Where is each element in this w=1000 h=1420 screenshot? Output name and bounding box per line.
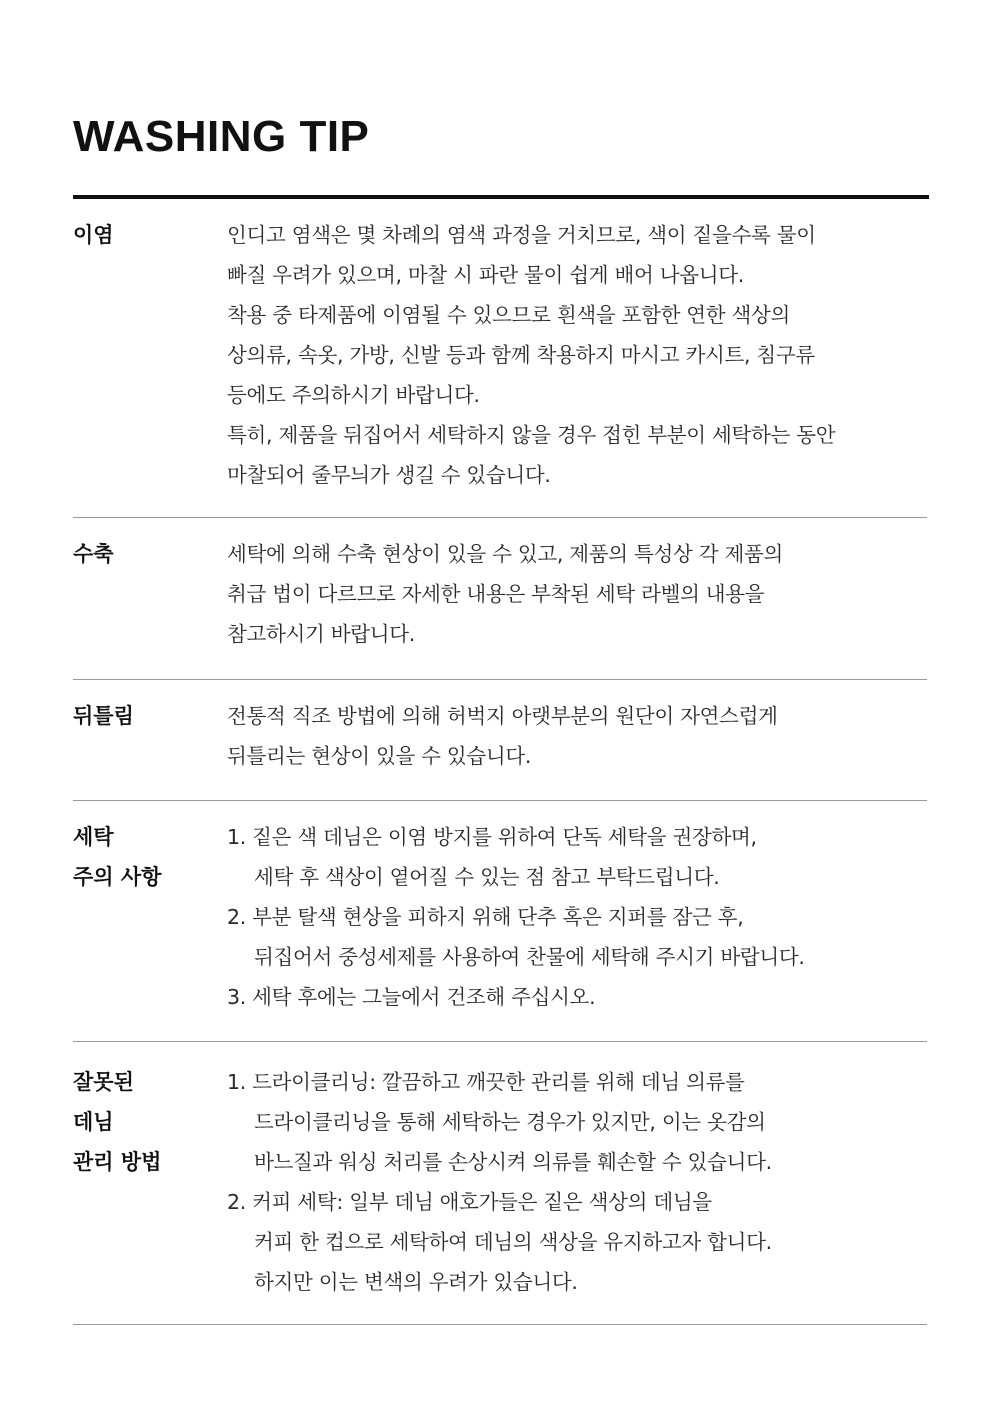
- list-item: 3. 세탁 후에는 그늘에서 건조해 주십시오.: [227, 985, 596, 1009]
- section-label: [73, 215, 227, 517]
- section-label-line: 세탁: [73, 825, 114, 849]
- section-label-line: 주의 사항: [73, 865, 162, 889]
- section-label-line: 관리 방법: [73, 1150, 162, 1174]
- section-twisting: [73, 680, 927, 801]
- section-label-line: 데님: [73, 1110, 114, 1134]
- section-label-line: 잘못된: [73, 1070, 134, 1094]
- list-item-continuation: 바느질과 워싱 처리를 손상시켜 의류를 훼손할 수 있습니다.: [254, 1150, 772, 1174]
- body-line: 전통적 직조 방법에 의해 허벅지 아랫부분의 원단이 자연스럽게: [227, 704, 778, 728]
- section-body: [227, 817, 927, 1041]
- body-line: 취급 법이 다르므로 자세한 내용은 부착된 세탁 라벨의 내용을: [227, 582, 765, 606]
- list-item-continuation: 하지만 이는 변색의 우려가 있습니다.: [254, 1270, 578, 1294]
- body-line: 참고하시기 바랍니다.: [227, 622, 415, 646]
- body-line: 세탁에 의해 수축 현상이 있을 수 있고, 제품의 특성상 각 제품의: [227, 542, 783, 566]
- section-label: [73, 534, 227, 679]
- body-line: 등에도 주의하시기 바랍니다.: [227, 383, 480, 407]
- section-wrong-denim-care: [73, 1042, 927, 1325]
- list-item-continuation: 커피 한 컵으로 세탁하여 데님의 색상을 유지하고자 합니다.: [254, 1230, 772, 1254]
- list-item-continuation: 뒤집어서 중성세제를 사용하여 찬물에 세탁해 주시기 바랍니다.: [254, 945, 805, 969]
- page-title: WASHING TIP: [73, 112, 370, 161]
- body-line: 특히, 제품을 뒤집어서 세탁하지 않을 경우 접힌 부분이 세탁하는 동안: [227, 423, 836, 447]
- body-line: 상의류, 속옷, 가방, 신발 등과 함께 착용하지 마시고 카시트, 침구류: [227, 343, 815, 367]
- body-line: 빠질 우려가 있으며, 마찰 시 파란 물이 쉽게 배어 나옵니다.: [227, 263, 744, 287]
- body-line: 마찰되어 줄무늬가 생길 수 있습니다.: [227, 463, 551, 487]
- section-label-line: 뒤틀림: [73, 704, 134, 728]
- body-line: 착용 중 타제품에 이염될 수 있으므로 흰색을 포함한 연한 색상의: [227, 303, 791, 327]
- section-label-line: 이염: [73, 223, 114, 247]
- section-label: [73, 817, 227, 1041]
- body-line: 뒤틀리는 현상이 있을 수 있습니다.: [227, 744, 532, 768]
- list-item-continuation: 세탁 후 색상이 옅어질 수 있는 점 참고 부탁드립니다.: [254, 865, 720, 889]
- list-item: 1. 짙은 색 데님은 이염 방지를 위하여 단독 세탁을 권장하며,: [227, 825, 757, 849]
- list-item-continuation: 드라이클리닝을 통해 세탁하는 경우가 있지만, 이는 옷감의: [254, 1110, 766, 1134]
- section-body: [227, 534, 927, 679]
- section-body: [227, 696, 927, 800]
- section-body: [227, 215, 927, 517]
- section-body: [227, 1062, 927, 1324]
- section-shrinkage: [73, 518, 927, 680]
- section-label: [73, 1062, 227, 1324]
- body-line: 인디고 염색은 몇 차례의 염색 과정을 거치므로, 색이 짙을수록 물이: [227, 223, 816, 247]
- washing-tip-sections: [73, 199, 927, 1325]
- list-item: 2. 커피 세탁: 일부 데님 애호가들은 짙은 색상의 데님을: [227, 1190, 712, 1214]
- list-item: 1. 드라이클리닝: 깔끔하고 깨끗한 관리를 위해 데님 의류를: [227, 1070, 745, 1094]
- section-dye-transfer: [73, 199, 927, 518]
- section-label: [73, 696, 227, 800]
- section-washing-cautions: [73, 801, 927, 1042]
- section-label-line: 수축: [73, 542, 114, 566]
- list-item: 2. 부분 탈색 현상을 피하지 위해 단추 혹은 지퍼를 잠근 후,: [227, 905, 744, 929]
